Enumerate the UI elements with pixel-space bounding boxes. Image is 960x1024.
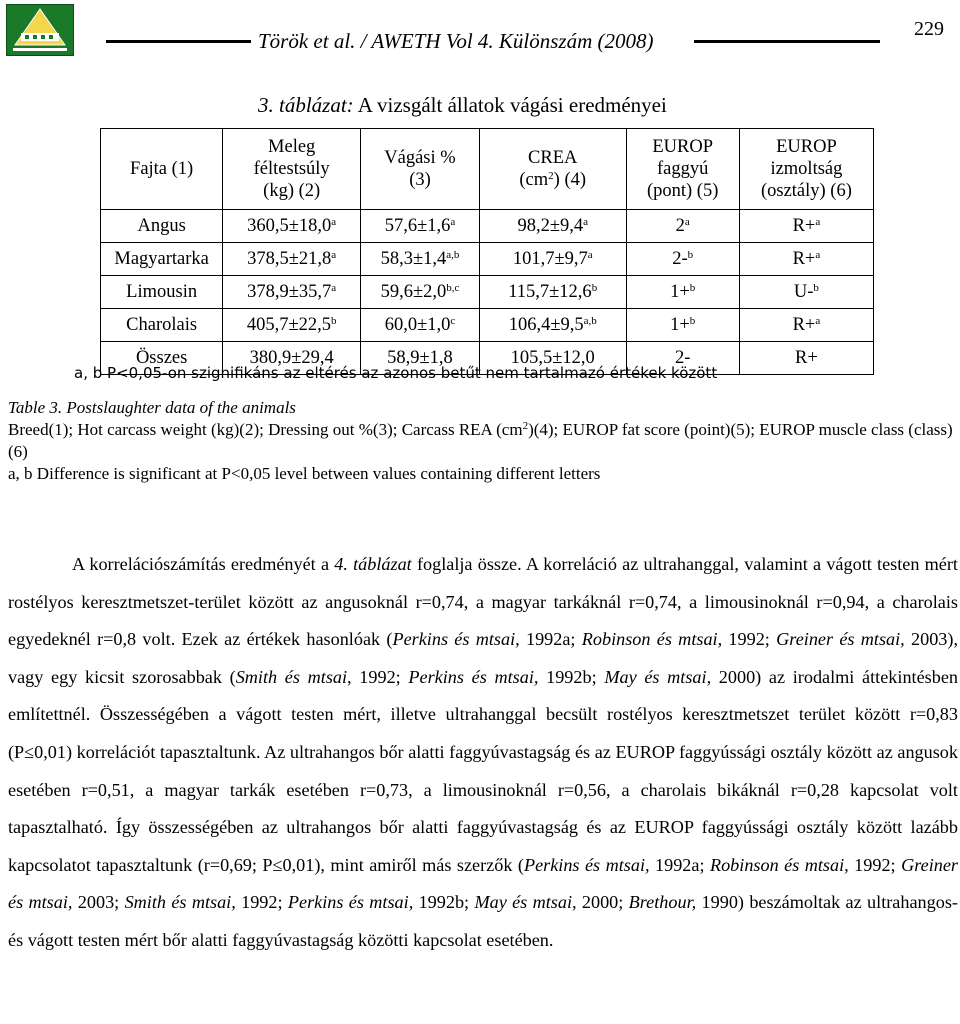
page-number: 229 <box>914 18 944 40</box>
citation: Perkins és mtsai, <box>408 666 539 687</box>
table-footnote: a, b P<0,05-on szignifikáns az eltérés az azonos betűt nem tartalmazó értékek között <box>74 364 718 382</box>
cell-crea: 105,5±12,0 <box>479 342 626 375</box>
citation: Greiner és mtsai, <box>776 629 905 650</box>
cell-weight: 378,5±21,8$^a$ <box>223 243 361 276</box>
citation: Robinson és mtsai, <box>581 629 723 650</box>
cell-muscle: R+$^a$ <box>739 243 873 276</box>
cell-muscle: R+$^a$ <box>739 210 873 243</box>
table-row <box>101 276 874 309</box>
cell-crea: 98,2±9,4$^a$ <box>479 210 626 243</box>
cell-fat: 2- <box>626 342 739 375</box>
citation: Robinson és mtsai, <box>709 854 849 875</box>
cell-muscle: U-$^b$ <box>739 276 873 309</box>
cell-fat: 1+$^b$ <box>626 276 739 309</box>
english-note: a, b Difference is significant at P<0,05 level between values containing different letters <box>8 464 601 483</box>
cell-breed: Összes <box>101 342 223 375</box>
table-row <box>101 210 874 243</box>
col-header-breed: Fajta (1) <box>101 129 223 210</box>
cell-dressing: $58,3\pm 1,4^{a,b}$ <box>361 243 480 276</box>
citation: Perkins és mtsai, <box>287 892 414 913</box>
cell-dressing: 60,0±1,0$^c$ <box>361 309 480 342</box>
cell-dressing: $59,6\pm 2,0^{b,c}$ <box>361 276 480 309</box>
col-header-crea: CREA $(cm^2)$ (4) <box>479 129 626 210</box>
cell-crea: 115,7±12,6$^b$ <box>479 276 626 309</box>
citation: Perkins és mtsai, <box>523 854 650 875</box>
results-table <box>100 128 874 375</box>
english-legend: Breed(1); Hot carcass weight (kg)(2); Dressing out %(3); Carcass REA $(cm^2)(4)$; EUROP fat score (point)(5); EUROP muscle class (class)(6) <box>8 420 953 461</box>
cell-breed: Limousin <box>101 276 223 309</box>
citation: Smith és mtsai, <box>235 666 352 687</box>
english-table-title: Table 3. Postslaughter data of the animals <box>8 398 296 417</box>
citation: Perkins és mtsai, <box>392 629 520 650</box>
cell-breed: Magyartarka <box>101 243 223 276</box>
citation: May és mtsai, <box>474 892 577 913</box>
table-header-row <box>101 129 874 210</box>
citation: Brethour, <box>628 892 697 913</box>
cell-crea: $106,4\pm 9,5^{a,b}$ <box>479 309 626 342</box>
cell-fat: 2-$^b$ <box>626 243 739 276</box>
cell-dressing: 58,9±1,8 <box>361 342 480 375</box>
body-paragraph <box>8 546 958 960</box>
cell-dressing: 57,6±1,6$^a$ <box>361 210 480 243</box>
cell-weight: 405,7±22,5$^b$ <box>223 309 361 342</box>
cell-breed: Angus <box>101 210 223 243</box>
cell-breed: Charolais <box>101 309 223 342</box>
cell-weight: 380,9±29,4 <box>223 342 361 375</box>
table-caption <box>258 93 667 118</box>
table-row <box>101 243 874 276</box>
table-caption-label: 3. táblázat: <box>258 93 354 117</box>
cell-fat: 2$^a$ <box>626 210 739 243</box>
english-caption-block <box>8 397 958 485</box>
cell-crea: 101,7±9,7$^a$ <box>479 243 626 276</box>
cell-weight: 378,9±35,7$^a$ <box>223 276 361 309</box>
cell-fat: 1+$^b$ <box>626 309 739 342</box>
table-row <box>101 309 874 342</box>
col-header-muscle: EUROP izmoltság (osztály) (6) <box>739 129 873 210</box>
citation: May és mtsai, <box>604 666 712 687</box>
cell-muscle: R+$^a$ <box>739 309 873 342</box>
citation: Smith és mtsai, <box>124 892 236 913</box>
paragraph-text: A korrelációszámítás eredményét a 4. táblázat foglalja össze. A korreláció az ultrahanggal, valamint a vágott testen mért rostélyos keresztmetszet-terület között az angusoknál r=0,74, a magyar tarkáknál r=0,74, a limousinoknál r=0,94, a charolais egyedeknél r=0,8 volt. Ezek az értékek hasonlóak (Perkins és mtsai, 1992a; Robinson és mtsai, 1992; Greiner és mtsai, 2003), vagy egy kicsit szorosabbak (Smith és mtsai, 1992; Perkins és mtsai, 1992b; May és mtsai, 2000) az irodalmi áttekintésben említettnél. Összességében a vágott testen mért, illetve ultrahanggal becsült rostélyos keresztmetszet terület között r=0,83 (P≤0,01) korrelációt tapasztaltunk. Az ultrahangos bőr alatti faggyúvastagság és az EUROP faggyússági osztály között az angusok esetében r=0,51, a magyar tarkák esetében r=0,73, a limousinoknál r=0,56, a charolais bikáknál r=0,28 kapcsolat volt tapasztalható. Így összességében az ultrahangos bőr alatti faggyúvastagság és az EUROP faggyússági osztály között lazább kapcsolatot tapasztaltunk (r=0,69; P≤0,01), mint amiről más szerzők (Perkins és mtsai, 1992a; Robinson és mtsai, 1992; Greiner és mtsai, 2003; Smith és mtsai, 1992; Perkins és mtsai, 1992b; May és mtsai, 2000; Brethour, 1990) beszámoltak az ultrahangos- és vágott testen mért bőr alatti faggyúvastagság közötti kapcsolat esetében. <box>8 554 958 950</box>
table-reference: 4. táblázat <box>334 554 412 574</box>
table-caption-text: A vizsgált állatok vágási eredményei <box>353 93 667 117</box>
header-rule-right <box>694 40 880 43</box>
cell-weight: 360,5±18,0$^a$ <box>223 210 361 243</box>
col-header-dressing: Vágási % (3) <box>361 129 480 210</box>
header-rule-left <box>106 40 251 43</box>
running-head: Török et al. / AWETH Vol 4. Különszám (2008) <box>258 29 654 53</box>
col-header-fat: EUROP faggyú (pont) (5) <box>626 129 739 210</box>
col-header-weight: Meleg féltestsúly (kg) (2) <box>223 129 361 210</box>
journal-logo-icon <box>6 4 74 56</box>
cell-muscle: R+ <box>739 342 873 375</box>
citation: Greiner és mtsai, <box>8 854 958 913</box>
